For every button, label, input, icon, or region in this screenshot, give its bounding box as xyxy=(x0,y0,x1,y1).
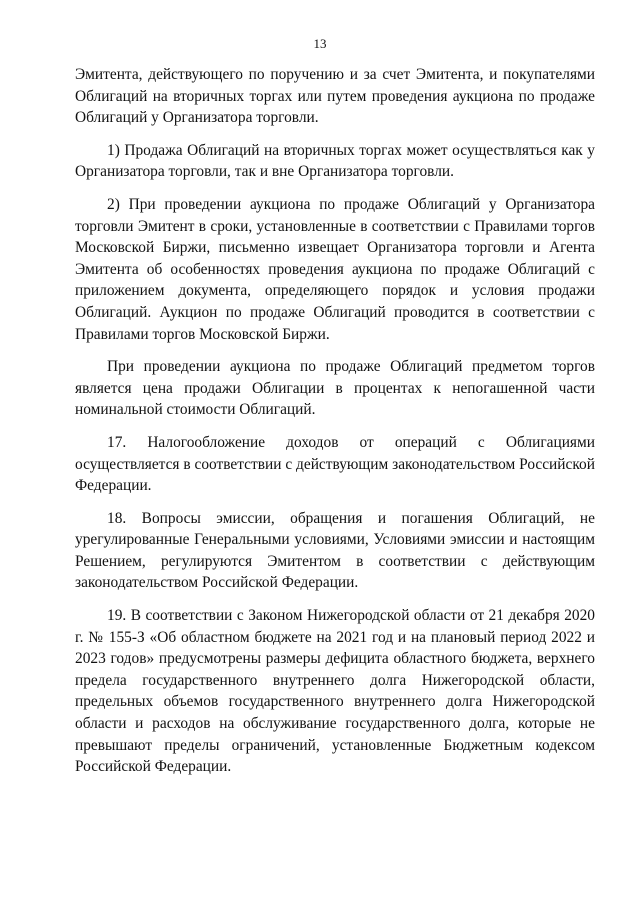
paragraph-taxation: 17. Налогообложение доходов от операций с Облигациями осуществляется в соответствии с действующим законодательством Российской Федерации. xyxy=(75,433,595,495)
paragraph-secondary-trading: 1) Продажа Облигаций на вторичных торгах может осуществляться как у Организатора торговли, так и вне Организатора торговли. xyxy=(75,141,595,181)
paragraph-auction-procedure: 2) При проведении аукциона по продаже Облигаций у Организатора торговли Эмитент в сроки, установленные в соответствии с Правилами торгов Московской Биржи, письменно извещает Организатора торговли и Агента Эмитента об особенностях проведения аукциона по продаже Облигаций с приложением документа, определяющего порядок и условия продажи Облигаций. Аукцион по продаже Облигаций проводится в соответствии с Правилами торгов Московской Биржи. xyxy=(75,195,595,343)
document-body xyxy=(75,64,595,789)
paragraph-auction-subject: При проведении аукциона по продаже Облигаций предметом торгов является цена продажи Облигации в процентах к непогашенной части номинальной стоимости Облигаций. xyxy=(75,358,595,419)
page-number: 13 xyxy=(313,36,327,51)
paragraph-unregulated-issues: 18. Вопросы эмиссии, обращения и погашения Облигаций, не урегулированные Генеральными условиями, Условиями эмиссии и настоящим Решением, регулируются Эмитентом в соответствии с действующим законодательством Российской Федерации. xyxy=(75,509,595,592)
paragraph-budget-law: 19. В соответствии с Законом Нижегородской области от 21 декабря 2020 г. № 155-З «Об областном бюджете на 2021 год и на плановый период 2022 и 2023 годов» предусмотрены размеры дефицита областного бюджета, верхнего предела государственного внутреннего долга Нижегородской области, предельных объемов государственного внутреннего долга Нижегородской области и расходов на обслуживание государственного долга, которые не превышают пределы ограничений, установленные Бюджетным кодексом Российской Федерации. xyxy=(75,607,595,776)
paragraph-continuation: Эмитента, действующего по поручению и за счет Эмитента, и покупателями Облигаций на вторичных торгах или путем проведения аукциона по продаже Облигаций у Организатора торговли. xyxy=(75,66,595,127)
